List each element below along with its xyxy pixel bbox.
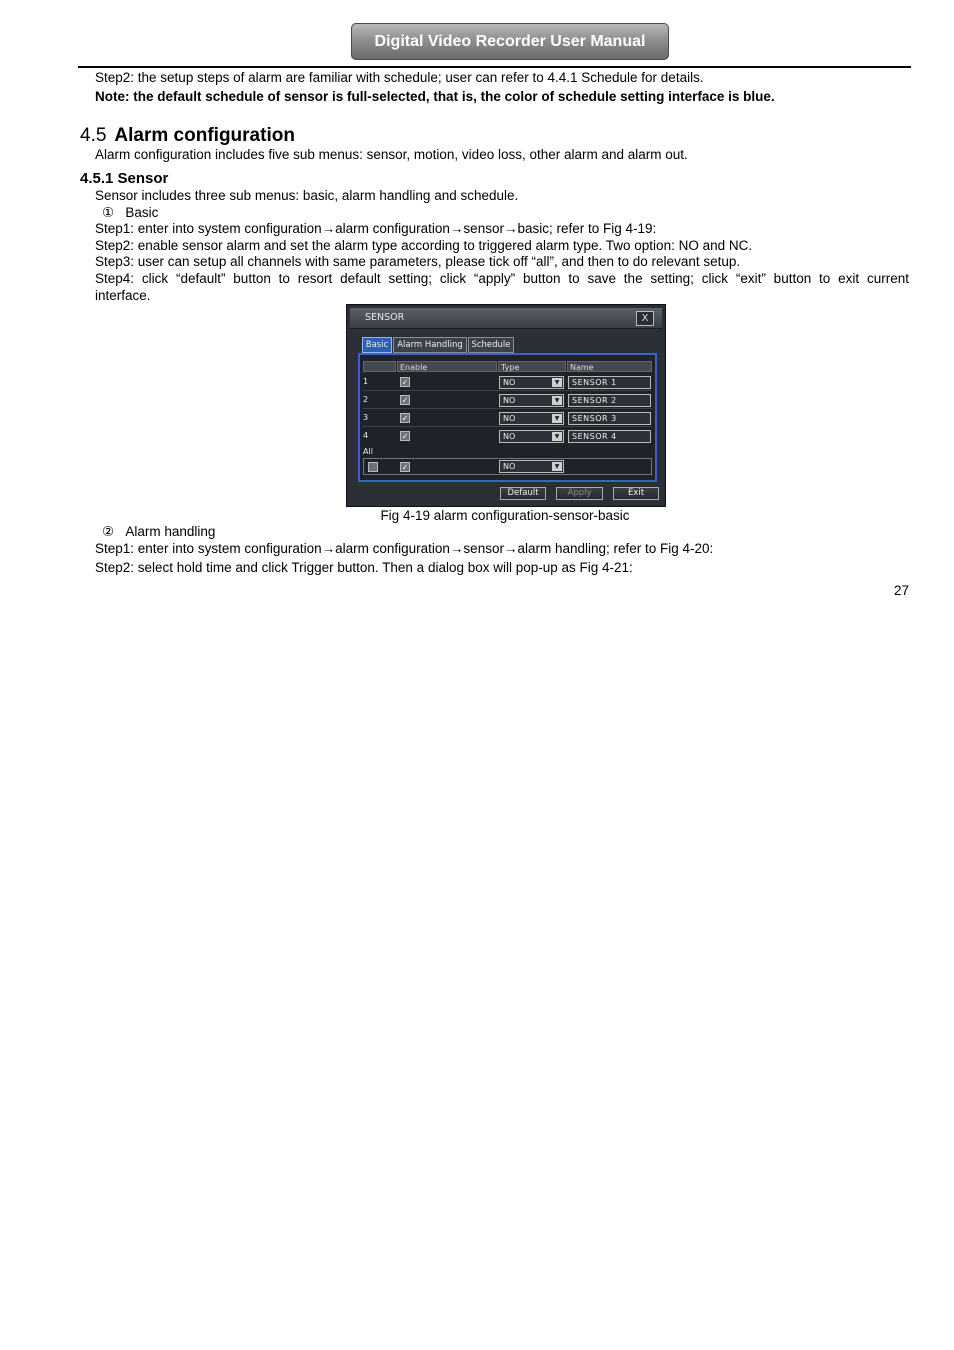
tab-schedule[interactable]: Schedule (468, 337, 514, 353)
section-heading (80, 125, 295, 147)
subsection-heading: 4.5.1 Sensor (80, 170, 169, 187)
row-divider (363, 390, 652, 391)
sensor-table-panel (358, 353, 657, 482)
enable-checkbox[interactable]: ✓ (401, 414, 409, 423)
basic-step4: Step4: click “default” button to resort default setting; click “apply” button to save the setting; click “exit” button to exit current (95, 271, 909, 286)
row-number: 1 (363, 377, 369, 386)
tab-alarm-handling[interactable]: Alarm Handling (393, 337, 467, 353)
list-item-alarm-handling (102, 524, 215, 540)
type-value: NO (503, 414, 516, 423)
all-label: All (363, 447, 373, 456)
type-value: NO (503, 432, 516, 441)
all-row (363, 458, 652, 475)
default-button[interactable]: Default (500, 487, 546, 500)
dialog-title-bar (350, 308, 662, 329)
handling-step1: Step1: enter into system configuration→alarm configuration→sensor→alarm handling; refer to Fig 4-20: (95, 541, 714, 556)
column-header-name: Name (567, 361, 652, 372)
page-number: 27 (893, 583, 909, 598)
enable-checkbox[interactable]: ✓ (401, 378, 409, 387)
type-value: NO (503, 396, 516, 405)
row-divider (363, 408, 652, 409)
column-header-enable: Enable (397, 361, 497, 372)
figure-caption: Fig 4-19 alarm configuration-sensor-basic (380, 508, 630, 523)
basic-step4-cont: interface. (95, 288, 151, 303)
manual-title-badge: Digital Video Recorder User Manual (351, 23, 669, 60)
name-field[interactable]: SENSOR 4 (568, 430, 651, 443)
chevron-down-icon: ▼ (552, 378, 562, 387)
column-header-number (363, 361, 396, 372)
column-header-type: Type (498, 361, 566, 372)
basic-step3: Step3: user can setup all channels with same parameters, please tick off “all”, and then to do relevant setup. (95, 254, 741, 269)
enable-checkbox[interactable]: ✓ (401, 432, 409, 441)
name-field[interactable]: SENSOR 3 (568, 412, 651, 425)
section-intro: Alarm configuration includes five sub menus: sensor, motion, video loss, other alarm and alarm out. (95, 147, 688, 162)
exit-button[interactable]: Exit (613, 487, 659, 500)
sensor-dialog-figure (346, 304, 666, 507)
item-label-basic: Basic (125, 205, 159, 220)
row-divider (363, 426, 652, 427)
subsection-intro: Sensor includes three sub menus: basic, alarm handling and schedule. (95, 188, 519, 203)
basic-step1: Step1: enter into system configuration→alarm configuration→sensor→basic; refer to Fig 4-19: (95, 221, 657, 236)
list-item-basic (102, 205, 158, 221)
all-enable-checkbox[interactable]: ✓ (401, 463, 409, 472)
type-select[interactable] (499, 376, 564, 389)
dialog-title: SENSOR (365, 312, 405, 323)
basic-step2: Step2: enable sensor alarm and set the alarm type according to triggered alarm type. Two option: NO and NC. (95, 238, 753, 253)
schedule-step2: Step2: the setup steps of alarm are familiar with schedule; user can refer to 4.4.1 Schedule for details. (95, 70, 704, 85)
all-type-select[interactable] (499, 460, 564, 473)
row-number: 3 (363, 413, 369, 422)
all-select-checkbox[interactable] (368, 462, 378, 472)
schedule-note: Note: the default schedule of sensor is full-selected, that is, the color of schedule setting interface is blue. (95, 89, 775, 104)
item-marker-1: ① (102, 205, 115, 220)
section-number: 4.5 (80, 125, 107, 146)
type-value: NO (503, 378, 516, 387)
apply-button[interactable]: Apply (556, 487, 603, 500)
close-icon[interactable]: X (636, 311, 654, 326)
row-number: 2 (363, 395, 369, 404)
section-title: Alarm configuration (114, 125, 295, 146)
item-label-alarm-handling: Alarm handling (125, 524, 216, 539)
type-select[interactable] (499, 412, 564, 425)
type-value: NO (503, 462, 516, 471)
enable-checkbox[interactable]: ✓ (401, 396, 409, 405)
tab-basic[interactable]: Basic (362, 337, 392, 353)
chevron-down-icon: ▼ (552, 432, 562, 441)
row-number: 4 (363, 431, 369, 440)
name-field[interactable]: SENSOR 1 (568, 376, 651, 389)
item-marker-2: ② (102, 524, 115, 539)
type-select[interactable] (499, 430, 564, 443)
type-select[interactable] (499, 394, 564, 407)
name-field[interactable]: SENSOR 2 (568, 394, 651, 407)
handling-step2: Step2: select hold time and click Trigger button. Then a dialog box will pop-up as Fig 4-21: (95, 560, 633, 575)
chevron-down-icon: ▼ (552, 414, 562, 423)
header-rule (78, 66, 911, 68)
chevron-down-icon: ▼ (552, 396, 562, 405)
chevron-down-icon: ▼ (552, 462, 562, 471)
